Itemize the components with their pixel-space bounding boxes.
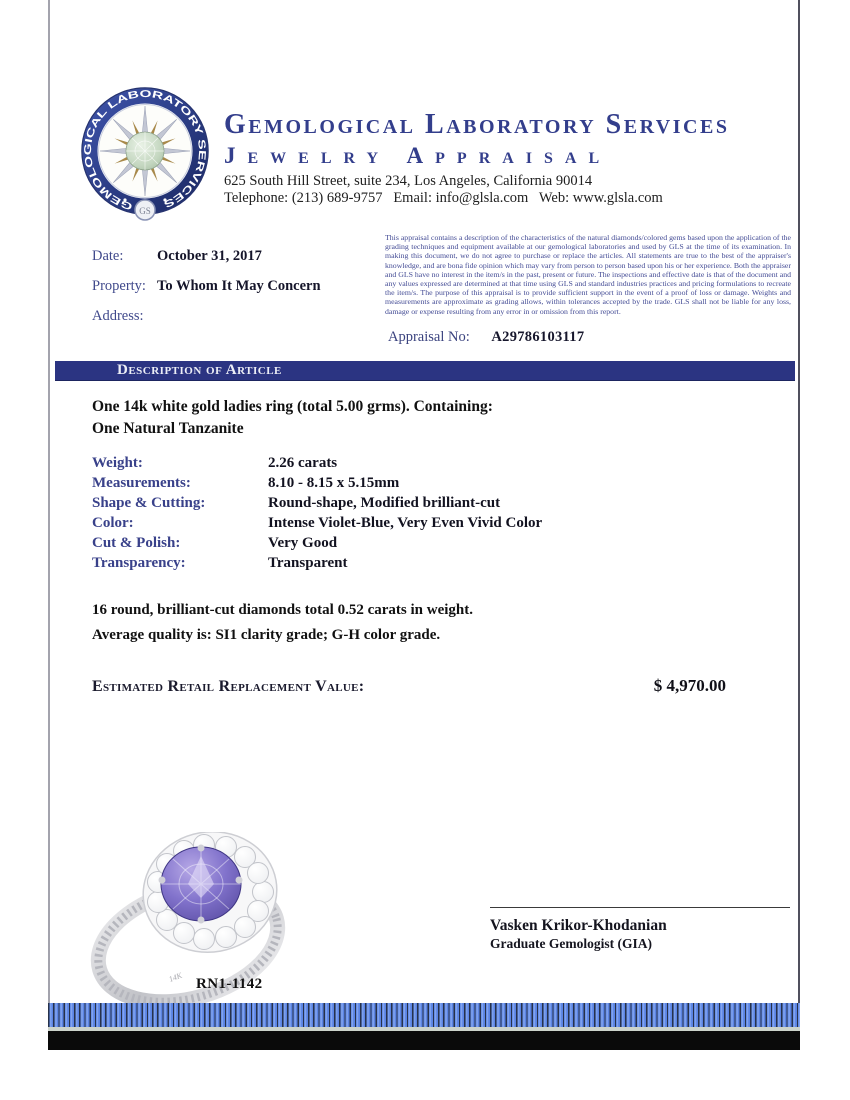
appraiser-name: Vasken Krikor-Khodanian [490, 917, 667, 934]
left-border-line [48, 0, 50, 1031]
appraisal-number-row [388, 329, 584, 346]
company-contact: Telephone: (213) 689-9757 Email: info@glsla.com Web: www.glsla.com [224, 190, 663, 206]
band-engraving: 14K [167, 970, 184, 984]
detail-row: Weight: 2.26 carats [92, 455, 338, 471]
appraisal-number-label: Appraisal No: [388, 329, 470, 345]
detail-row: Transparency: Transparent [92, 555, 348, 571]
right-border-line [798, 0, 800, 1031]
seal-ring-text: GEMOLOGICAL LABORATORY SERVICES [82, 88, 208, 212]
address-field [92, 308, 382, 325]
document-type: Jewelry Appraisal [224, 143, 612, 168]
valuation-label: Estimated Retail Replacement Value: [92, 678, 365, 695]
seal-monogram: GS [139, 206, 151, 216]
appraiser-title: Graduate Gemologist (GIA) [490, 936, 652, 951]
description-section-bar [55, 361, 795, 381]
diamonds-note [92, 598, 473, 648]
summary-line-2: One Natural Tanzanite [92, 420, 244, 437]
signature-block [490, 907, 790, 953]
diamonds-line-1: 16 round, brilliant-cut diamonds total 0.52 carats in weight. [92, 602, 473, 618]
detail-row: Shape & Cutting: Round-shape, Modified brilliant-cut [92, 495, 501, 511]
valuation-amount: $ 4,970.00 [653, 676, 726, 695]
company-address: 625 South Hill Street, suite 234, Los Angeles, California 90014 [224, 173, 593, 189]
article-summary [92, 396, 493, 440]
section-title: Description of Article [117, 362, 282, 378]
detail-row: Measurements: 8.10 - 8.15 x 5.15mm [92, 475, 400, 491]
company-name: Gemological Laboratory Services [224, 109, 730, 140]
date-label: Date: [92, 248, 124, 264]
address-label: Address: [92, 308, 144, 324]
bottom-black-bar [48, 1031, 800, 1050]
property-value: To Whom It May Concern [157, 278, 321, 294]
summary-line-1: One 14k white gold ladies ring (total 5.00 grms). Containing: [92, 398, 493, 415]
ring-photo [58, 832, 310, 1004]
date-value: October 31, 2017 [157, 248, 262, 264]
detail-row: Color: Intense Violet-Blue, Very Even Vivid Color [92, 515, 543, 531]
date-field [92, 248, 382, 265]
detail-row: Cut & Polish: Very Good [92, 535, 338, 551]
appraisal-number-value: A29786103117 [491, 329, 585, 345]
photo-caption: RN1-1142 [196, 976, 263, 992]
letterhead [224, 108, 784, 207]
recipient-info [92, 248, 382, 338]
property-field [92, 278, 382, 295]
bottom-stripe-border [48, 1003, 800, 1027]
gem-details-table [92, 453, 542, 573]
diamonds-line-2: Average quality is: SI1 clarity grade; G-H color grade. [92, 627, 441, 643]
gls-seal-logo [78, 86, 214, 224]
disclaimer-text: This appraisal contains a description of the characteristics of the natural diamonds/colored gems based upon the application of the grading techniques and equipment available at our gemological laboratories and used by GLS at the time of its examination. In making this document, we do not agree to purchase or replace the articles. All statements are true to the best of the appraiser's knowledge, and are bona fide opinion which may vary from person to person based upon his or her experience. Both the appraiser and GLS have no interest in the item/s in the past, present or future. The inspections and effective date is that of the document and any values expressed are determined at that time using GLS and standard industries practices and pricing formulations to recreate the item/s. The purpose of this appraisal is to provide sufficient support in the event of a proof of loss or damage. Weights and measurements are approximate as grading allows, within tolerances accepted by the trade. GLS shall not be liable for any loss, damage or expense resulting from any error in or omission from this report. [385, 233, 791, 316]
property-label: Property: [92, 278, 146, 294]
